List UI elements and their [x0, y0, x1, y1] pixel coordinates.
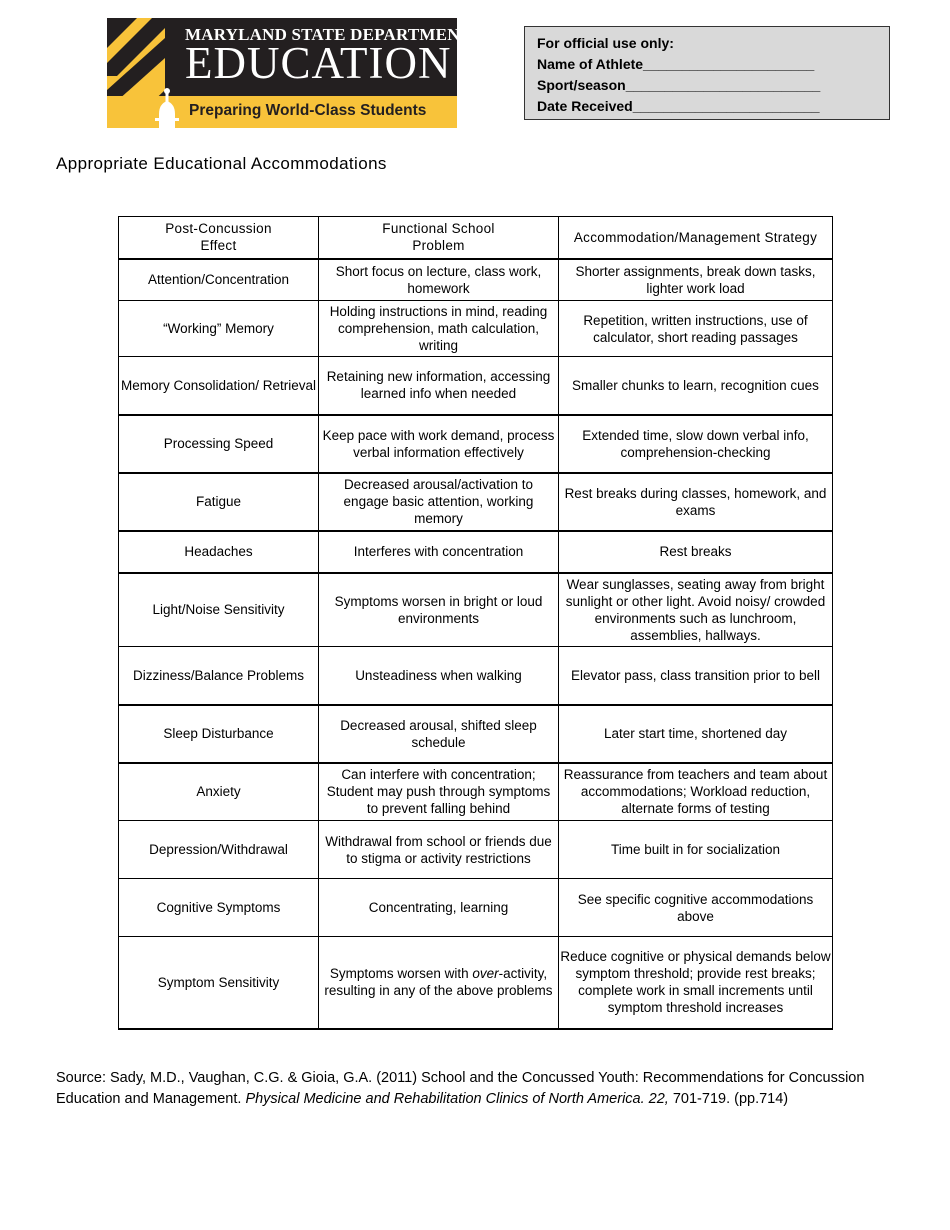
problem-cell: Decreased arousal, shifted sleep schedule: [319, 705, 559, 763]
strategy-cell: Time built in for socialization: [559, 821, 833, 879]
sport-season-field: Sport/season_________________________: [537, 77, 821, 93]
source-pages: 701-719. (pp.714): [668, 1091, 789, 1107]
strategy-cell: See specific cognitive accommodations above: [559, 879, 833, 937]
problem-cell: Decreased arousal/activation to engage basic attention, working memory: [319, 473, 559, 531]
table-row: [119, 573, 833, 647]
effect-cell: Light/Noise Sensitivity: [119, 573, 319, 647]
logo-tagline: Preparing World-Class Students: [189, 102, 427, 119]
header-functional-school-problem: Functional School Problem: [319, 217, 559, 259]
strategy-cell: Elevator pass, class transition prior to bell: [559, 647, 833, 705]
table-row: [119, 763, 833, 821]
source-citation: [56, 1068, 896, 1110]
problem-cell: Can interfere with concentration; Student may push through symptoms to prevent falling behind: [319, 763, 559, 821]
problem-cell: Symptoms worsen in bright or loud environments: [319, 573, 559, 647]
table-row: [119, 821, 833, 879]
capitol-dome-icon: [151, 84, 183, 130]
strategy-cell: Wear sunglasses, seating away from bright sunlight or other light. Avoid noisy/ crowded environments such as lunchroom, assemblies, hallways.: [559, 573, 833, 647]
table-row: [119, 647, 833, 705]
problem-cell: Withdrawal from school or friends due to stigma or activity restrictions: [319, 821, 559, 879]
table-row: [119, 259, 833, 301]
strategy-cell: Later start time, shortened day: [559, 705, 833, 763]
effect-cell: Fatigue: [119, 473, 319, 531]
effect-cell: Anxiety: [119, 763, 319, 821]
strategy-cell: Rest breaks: [559, 531, 833, 573]
logo-education-text: EDUCATION: [185, 38, 452, 88]
effect-cell: Processing Speed: [119, 415, 319, 473]
table-header-row: [119, 217, 833, 259]
strategy-cell: Reassurance from teachers and team about accommodations; Workload reduction, alternate forms of testing: [559, 763, 833, 821]
effect-cell: Memory Consolidation/ Retrieval: [119, 357, 319, 415]
accommodations-table: [118, 216, 833, 1030]
effect-cell: Depression/Withdrawal: [119, 821, 319, 879]
effect-cell: Cognitive Symptoms: [119, 879, 319, 937]
strategy-cell: Reduce cognitive or physical demands below symptom threshold; provide rest breaks; complete work in small increments until symptom threshold increases: [559, 937, 833, 1029]
strategy-cell: Extended time, slow down verbal info, comprehension-checking: [559, 415, 833, 473]
problem-cell: Interferes with concentration: [319, 531, 559, 573]
table-row: [119, 705, 833, 763]
problem-cell: Holding instructions in mind, reading comprehension, math calculation, writing: [319, 301, 559, 357]
source-label: Source:: [56, 1070, 106, 1086]
problem-cell: Unsteadiness when walking: [319, 647, 559, 705]
table-row: [119, 531, 833, 573]
logo-department-text: MARYLAND STATE DEPARTMENT OF: [185, 25, 500, 44]
table-row: [119, 301, 833, 357]
problem-cell: Retaining new information, accessing learned info when needed: [319, 357, 559, 415]
emphasis-text: over: [472, 966, 499, 982]
problem-cell: Short focus on lecture, class work, homework: [319, 259, 559, 301]
table-row: [119, 415, 833, 473]
effect-cell: Sleep Disturbance: [119, 705, 319, 763]
athlete-name-field: Name of Athlete______________________: [537, 56, 815, 72]
strategy-cell: Smaller chunks to learn, recognition cues: [559, 357, 833, 415]
effect-cell: Attention/Concentration: [119, 259, 319, 301]
source-journal: Physical Medicine and Rehabilitation Clinics of North America. 22,: [245, 1091, 669, 1107]
table-row: [119, 879, 833, 937]
effect-cell: Dizziness/Balance Problems: [119, 647, 319, 705]
strategy-cell: Shorter assignments, break down tasks, lighter work load: [559, 259, 833, 301]
problem-cell: Keep pace with work demand, process verbal information effectively: [319, 415, 559, 473]
problem-cell: Concentrating, learning: [319, 879, 559, 937]
source-authors: Sady, M.D., Vaughan, C.G. & Gioia, G.A. (2011) School and the Concussed Youth: Recommendations for Concussion Education and Management.: [56, 1070, 865, 1107]
effect-cell: “Working” Memory: [119, 301, 319, 357]
page-title: Appropriate Educational Accommodations: [56, 154, 387, 173]
header-post-concussion-effect: Post-Concussion Effect: [119, 217, 319, 259]
effect-cell: Symptom Sensitivity: [119, 937, 319, 1029]
strategy-cell: Rest breaks during classes, homework, and exams: [559, 473, 833, 531]
table-row: [119, 937, 833, 1029]
official-use-heading: For official use only:: [537, 35, 674, 51]
header-accommodation-strategy: Accommodation/Management Strategy: [559, 217, 833, 259]
table-row: [119, 473, 833, 531]
official-use-box: [524, 26, 890, 120]
table-row: [119, 357, 833, 415]
msde-logo: [107, 18, 500, 128]
effect-cell: Headaches: [119, 531, 319, 573]
date-received-field: Date Received________________________: [537, 98, 820, 114]
problem-cell: Symptoms worsen with over-activity, resulting in any of the above problems: [319, 937, 559, 1029]
strategy-cell: Repetition, written instructions, use of calculator, short reading passages: [559, 301, 833, 357]
